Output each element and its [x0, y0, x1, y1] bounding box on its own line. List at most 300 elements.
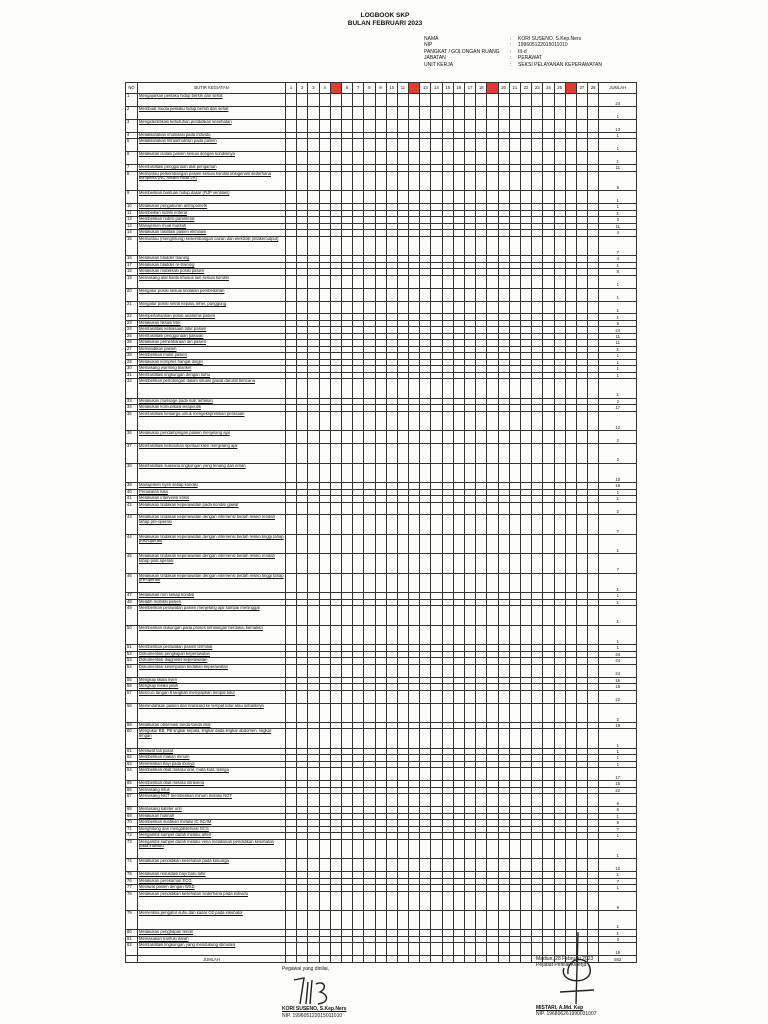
day-cell — [364, 943, 375, 956]
row-total: 1 — [599, 353, 637, 359]
day-cell — [520, 106, 531, 119]
row-total: 3 — [599, 217, 637, 223]
day-cell — [397, 664, 408, 677]
day-cell — [308, 515, 319, 534]
day-cell — [431, 839, 442, 858]
day-cell — [353, 839, 364, 858]
table-header-row — [126, 83, 637, 94]
day-cell — [476, 191, 487, 204]
row-activity: Melakukan komunikasi terapeutik — [138, 405, 286, 411]
day-cell — [319, 794, 330, 807]
day-cell — [397, 275, 408, 288]
day-cell — [286, 768, 297, 781]
day-cell — [532, 573, 543, 592]
day-cell — [520, 911, 531, 930]
row-activity: Mengukur BB, PB lingkar kepala, lingkar dada lingkar abdomen, lingkar lengan — [138, 729, 286, 748]
day-cell — [286, 411, 297, 430]
day-cell — [431, 664, 442, 677]
row-number: 77 — [126, 885, 138, 891]
day-cell — [588, 171, 599, 190]
day-cell — [543, 606, 554, 625]
row-total: 11 — [599, 340, 637, 346]
row-total: 1 — [599, 204, 637, 210]
day-cell — [509, 839, 520, 858]
day-cell — [341, 625, 352, 644]
employee-info-row — [424, 62, 602, 68]
day-cell — [588, 690, 599, 703]
day-cell — [353, 943, 364, 956]
day-cell — [565, 891, 576, 910]
row-number: 13 — [126, 223, 138, 229]
day-cell — [498, 690, 509, 703]
day-cell — [397, 431, 408, 444]
day-cell — [330, 152, 341, 165]
day-cell — [420, 152, 431, 165]
day-cell — [364, 463, 375, 482]
row-total: 3 — [599, 936, 637, 942]
row-total: 1 — [599, 275, 637, 288]
day-cell — [341, 139, 352, 152]
day-cell — [375, 891, 386, 910]
row-number: 65 — [126, 781, 138, 787]
day-cell — [588, 703, 599, 722]
day-cell — [498, 839, 509, 858]
day-cell — [509, 379, 520, 398]
row-activity: Melakukan resusitasi bayi baru lahir — [138, 872, 286, 878]
day-cell — [576, 444, 587, 463]
day-cell — [330, 554, 341, 573]
day-cell — [576, 606, 587, 625]
day-cell — [397, 94, 408, 107]
day-cell — [431, 606, 442, 625]
day-cell — [375, 139, 386, 152]
day-cell — [397, 502, 408, 515]
day-cell — [409, 411, 420, 430]
day-cell — [576, 119, 587, 132]
day-cell — [397, 891, 408, 910]
day-cell — [476, 625, 487, 644]
row-number: 64 — [126, 768, 138, 781]
day-cell — [386, 794, 397, 807]
day-cell — [319, 444, 330, 463]
day-cell — [565, 431, 576, 444]
day-cell — [286, 444, 297, 463]
day-cell — [308, 534, 319, 553]
row-number: 54 — [126, 664, 138, 677]
day-cell — [498, 191, 509, 204]
day-cell — [297, 664, 308, 677]
day-cell — [554, 839, 565, 858]
day-cell — [330, 794, 341, 807]
day-cell — [487, 191, 498, 204]
day-cell — [465, 171, 476, 190]
table-row — [126, 606, 637, 625]
day-cell — [453, 911, 464, 930]
day-cell — [465, 794, 476, 807]
row-total: 1 — [599, 606, 637, 625]
day-cell — [319, 943, 330, 956]
day-cell — [386, 891, 397, 910]
day-cell — [375, 729, 386, 748]
day-cell — [520, 534, 531, 553]
day-cell — [520, 768, 531, 781]
day-cell — [319, 94, 330, 107]
day-cell — [297, 703, 308, 722]
table-row — [126, 379, 637, 398]
day-cell — [297, 768, 308, 781]
day-cell — [576, 94, 587, 107]
day-cell — [341, 275, 352, 288]
row-number: 15 — [126, 236, 138, 255]
column-header-activity: BUTIR KEGIATAN — [138, 83, 286, 94]
day-cell — [509, 729, 520, 748]
day-cell — [409, 573, 420, 592]
day-cell — [576, 301, 587, 314]
day-cell — [554, 288, 565, 301]
day-cell — [409, 502, 420, 515]
row-number: 57 — [126, 690, 138, 703]
day-cell — [465, 119, 476, 132]
day-cell — [341, 573, 352, 592]
day-cell — [509, 94, 520, 107]
day-cell — [353, 911, 364, 930]
row-total: 1 — [599, 191, 637, 204]
row-activity: Melakukan bladder re-training — [138, 262, 286, 268]
table-row — [126, 463, 637, 482]
day-cell — [297, 411, 308, 430]
day-cell — [509, 794, 520, 807]
day-cell — [588, 729, 599, 748]
day-cell — [487, 664, 498, 677]
sum-row-label: JUMLAH — [138, 956, 286, 962]
day-cell — [509, 573, 520, 592]
row-number: 20 — [126, 288, 138, 301]
day-cell — [375, 119, 386, 132]
table-row — [126, 859, 637, 872]
day-cell — [476, 911, 487, 930]
day-cell — [476, 236, 487, 255]
day-cell — [431, 444, 442, 463]
day-cell — [543, 515, 554, 534]
day-cell — [409, 839, 420, 858]
row-activity: Memasang kateter urin — [138, 807, 286, 813]
day-cell — [565, 288, 576, 301]
day-cell — [498, 119, 509, 132]
employee-info-value: PERAWAT — [518, 55, 542, 62]
day-cell — [364, 119, 375, 132]
day-cell — [364, 301, 375, 314]
day-cell — [453, 943, 464, 956]
row-activity: Memasang warming blanket — [138, 366, 286, 372]
day-cell — [509, 411, 520, 430]
column-header-total: JUMLAH — [599, 83, 637, 94]
day-cell — [442, 94, 453, 107]
row-total: 1 — [599, 152, 637, 165]
day-cell — [353, 606, 364, 625]
row-activity: Melakukan penghapan tendir — [138, 930, 286, 936]
day-cell — [476, 301, 487, 314]
row-total: 1 — [599, 132, 637, 138]
day-cell — [364, 664, 375, 677]
employee-info-label: NAMA — [424, 36, 439, 42]
day-cell — [487, 379, 498, 398]
day-cell — [297, 956, 308, 962]
day-cell — [319, 534, 330, 553]
title-line-1: LOGBOOK SKP — [360, 12, 410, 19]
day-cell — [465, 502, 476, 515]
signature-right-name: MISTARI, A.Md. Kep — [536, 1004, 584, 1011]
column-header-day: 8 — [364, 83, 375, 94]
row-activity: Melakukan isolasi pasien sesuai dengan kondisinya — [138, 152, 286, 165]
day-cell — [442, 664, 453, 677]
day-cell — [386, 236, 397, 255]
day-cell — [397, 171, 408, 190]
day-cell — [476, 119, 487, 132]
day-cell — [554, 690, 565, 703]
row-total: 1 — [599, 599, 637, 605]
day-cell — [308, 794, 319, 807]
day-cell — [431, 301, 442, 314]
day-cell — [364, 152, 375, 165]
day-cell — [465, 534, 476, 553]
day-cell — [375, 444, 386, 463]
day-cell — [431, 288, 442, 301]
row-activity: Memberikan suntikan melalui IC SC/IM — [138, 820, 286, 826]
day-cell — [341, 94, 352, 107]
day-cell — [353, 515, 364, 534]
day-cell — [442, 794, 453, 807]
row-total: 9 — [599, 891, 637, 910]
day-cell — [543, 171, 554, 190]
day-cell — [375, 152, 386, 165]
day-cell — [431, 106, 442, 119]
day-cell — [487, 463, 498, 482]
day-cell — [386, 911, 397, 930]
day-cell — [409, 859, 420, 872]
day-cell — [554, 119, 565, 132]
day-cell — [330, 379, 341, 398]
day-cell — [487, 152, 498, 165]
table-row — [126, 236, 637, 255]
employee-info-label: JABATAN — [424, 55, 446, 62]
day-cell — [487, 891, 498, 910]
day-cell — [554, 444, 565, 463]
day-cell — [588, 444, 599, 463]
day-cell — [465, 236, 476, 255]
row-number: 4 — [126, 132, 138, 138]
signature-scribble-icon — [554, 928, 598, 1008]
day-cell — [532, 859, 543, 872]
day-cell — [420, 911, 431, 930]
day-cell — [588, 502, 599, 515]
day-cell — [397, 554, 408, 573]
row-activity: Mencuci tangan 6 langkah menyiapkan tempat tidur — [138, 690, 286, 703]
row-number: 49 — [126, 606, 138, 625]
row-total: 4 — [599, 256, 637, 262]
day-cell — [532, 139, 543, 152]
signature-left-caption: Pegawai yang dinilai, — [282, 966, 329, 972]
day-cell — [386, 839, 397, 858]
day-cell — [543, 664, 554, 677]
day-cell — [498, 152, 509, 165]
day-cell — [487, 794, 498, 807]
column-header-day: 19 — [487, 83, 498, 94]
day-cell — [487, 515, 498, 534]
day-cell — [308, 139, 319, 152]
row-number: 70 — [126, 820, 138, 826]
day-cell — [286, 236, 297, 255]
day-cell — [386, 139, 397, 152]
day-cell — [386, 171, 397, 190]
day-cell — [375, 534, 386, 553]
day-cell — [554, 515, 565, 534]
day-cell — [498, 768, 509, 781]
day-cell — [319, 411, 330, 430]
table-row — [126, 690, 637, 703]
day-cell — [397, 463, 408, 482]
day-cell — [453, 411, 464, 430]
day-cell — [543, 625, 554, 644]
day-cell — [465, 431, 476, 444]
day-cell — [386, 463, 397, 482]
day-cell — [543, 379, 554, 398]
activity-table — [125, 82, 637, 963]
column-header-day: 16 — [453, 83, 464, 94]
day-cell — [409, 191, 420, 204]
table-row — [126, 534, 637, 553]
row-total: 1 — [599, 911, 637, 930]
day-cell — [576, 554, 587, 573]
day-cell — [341, 379, 352, 398]
day-cell — [297, 288, 308, 301]
day-cell — [588, 236, 599, 255]
day-cell — [543, 703, 554, 722]
day-cell — [453, 729, 464, 748]
day-cell — [520, 943, 531, 956]
day-cell — [431, 431, 442, 444]
day-cell — [588, 301, 599, 314]
day-cell — [397, 729, 408, 748]
day-cell — [420, 943, 431, 956]
day-cell — [375, 171, 386, 190]
day-cell — [453, 573, 464, 592]
day-cell — [442, 379, 453, 398]
column-header-day: 28 — [588, 83, 599, 94]
day-cell — [532, 431, 543, 444]
day-cell — [308, 554, 319, 573]
day-cell — [509, 301, 520, 314]
day-cell — [465, 139, 476, 152]
day-cell — [319, 171, 330, 190]
day-cell — [297, 463, 308, 482]
day-cell — [532, 534, 543, 553]
day-cell — [409, 703, 420, 722]
row-activity: Memandikan pasien — [138, 346, 286, 352]
row-number: 38 — [126, 463, 138, 482]
row-activity: Memfasilitasi penggunaan pakaian — [138, 333, 286, 339]
day-cell — [476, 956, 487, 962]
day-cell — [364, 275, 375, 288]
day-cell — [543, 191, 554, 204]
day-cell — [476, 891, 487, 910]
row-total: 1 — [599, 573, 637, 592]
day-cell — [420, 236, 431, 255]
day-cell — [520, 839, 531, 858]
day-cell — [465, 463, 476, 482]
day-cell — [364, 171, 375, 190]
row-activity: Melakukan pendampingan pasien menjelang ajal — [138, 431, 286, 444]
day-cell — [308, 703, 319, 722]
day-cell — [364, 515, 375, 534]
day-cell — [431, 379, 442, 398]
day-cell — [554, 139, 565, 152]
row-total: 1 — [599, 359, 637, 365]
day-cell — [453, 94, 464, 107]
day-cell — [509, 534, 520, 553]
day-cell — [409, 794, 420, 807]
day-cell — [465, 729, 476, 748]
day-cell — [565, 275, 576, 288]
row-total: 24 — [599, 327, 637, 333]
day-cell — [565, 839, 576, 858]
day-cell — [442, 463, 453, 482]
day-cell — [286, 625, 297, 644]
day-cell — [532, 729, 543, 748]
day-cell — [308, 301, 319, 314]
day-cell — [498, 379, 509, 398]
day-cell — [554, 275, 565, 288]
row-total: 10 — [599, 859, 637, 872]
row-number: 61 — [126, 748, 138, 754]
day-cell — [308, 444, 319, 463]
day-cell — [353, 94, 364, 107]
row-activity: Memberikan dukungan pada proses kehilangan berduka, kematian — [138, 625, 286, 644]
day-cell — [476, 444, 487, 463]
day-cell — [476, 606, 487, 625]
row-number: 73 — [126, 839, 138, 858]
row-total: 1 — [599, 930, 637, 936]
row-total: 1 — [599, 366, 637, 372]
day-cell — [409, 768, 420, 781]
day-cell — [588, 554, 599, 573]
day-cell — [565, 463, 576, 482]
day-cell — [364, 554, 375, 573]
day-cell — [520, 379, 531, 398]
day-cell — [554, 191, 565, 204]
row-activity: Dokumentasi diagnosis keperawatan — [138, 658, 286, 664]
column-header-day: 15 — [442, 83, 453, 94]
day-cell — [420, 94, 431, 107]
day-cell — [498, 794, 509, 807]
day-cell — [442, 119, 453, 132]
day-cell — [319, 891, 330, 910]
day-cell — [297, 911, 308, 930]
row-total: 6 — [599, 820, 637, 826]
day-cell — [297, 191, 308, 204]
day-cell — [453, 956, 464, 962]
day-cell — [319, 191, 330, 204]
day-cell — [576, 106, 587, 119]
day-cell — [465, 943, 476, 956]
day-cell — [375, 943, 386, 956]
day-cell — [286, 891, 297, 910]
row-total: 1 — [599, 872, 637, 878]
day-cell — [319, 690, 330, 703]
day-cell — [286, 703, 297, 722]
day-cell — [330, 891, 341, 910]
day-cell — [330, 502, 341, 515]
day-cell — [453, 119, 464, 132]
